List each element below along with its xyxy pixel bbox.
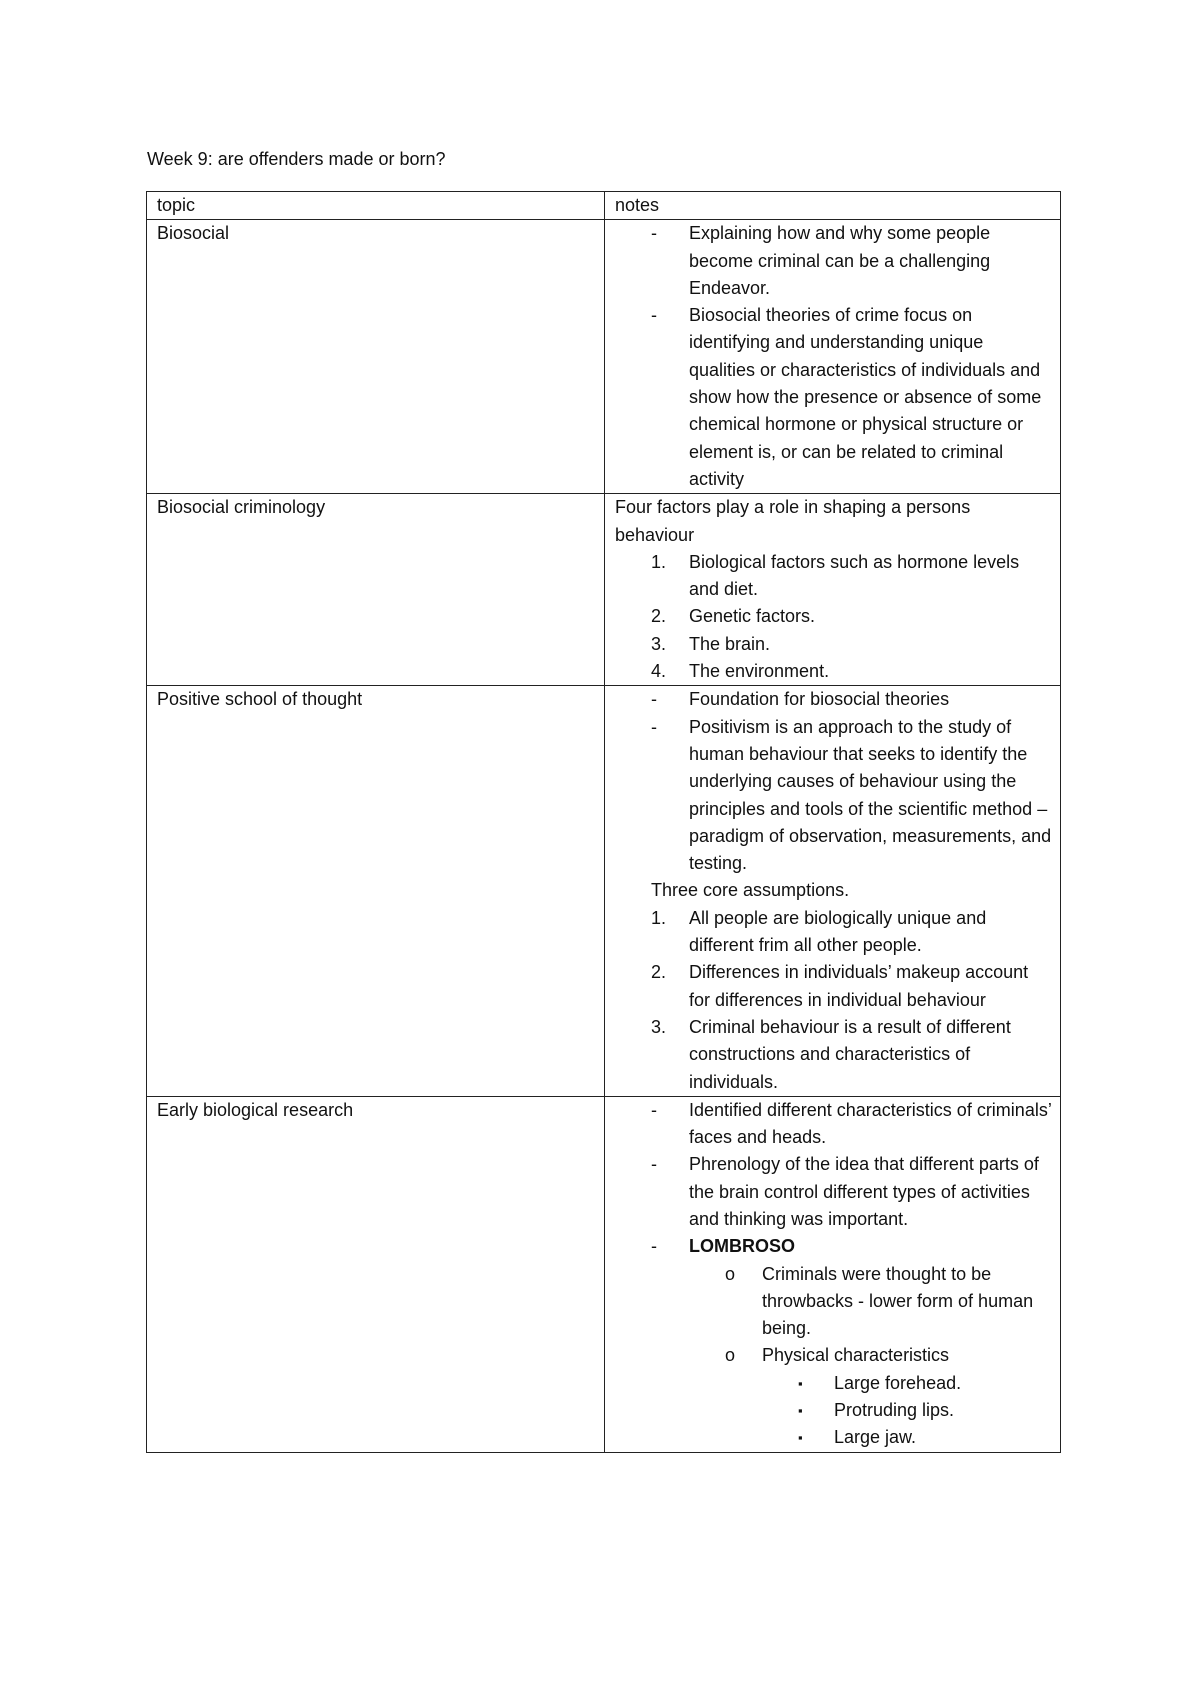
- list-item-text: Explaining how and why some people become criminal can be a challenging Endeavor.: [689, 223, 991, 298]
- notes-lead: Four factors play a role in shaping a persons behaviour: [615, 497, 971, 545]
- list-marker: o: [725, 1345, 736, 1366]
- list-item: [615, 603, 1052, 630]
- page-title: Week 9: are offenders made or born?: [147, 149, 446, 169]
- notes-cell: [605, 686, 1061, 1096]
- list-item: [615, 1424, 1052, 1451]
- list-item-text: Identified different characteristics of criminals’ faces and heads.: [689, 1099, 1052, 1148]
- list-marker: 2.: [651, 606, 667, 627]
- list-item-text: Biological factors such as hormone levels and diet.: [689, 551, 1020, 600]
- list-item: [615, 220, 1052, 302]
- list-item-text: The environment.: [689, 661, 830, 682]
- list-item: [615, 1233, 1052, 1260]
- list-item-text: Foundation for biosocial theories: [689, 689, 950, 710]
- table-row: [147, 1096, 1061, 1452]
- list-item: [615, 714, 1052, 878]
- list-marker: o: [725, 1263, 736, 1284]
- list-item-text: Phrenology of the idea that different parts of the brain control different types of activities and thinking was important.: [689, 1154, 1039, 1229]
- list-item-text: Criminal behaviour is a result of different constructions and characteristics of individuals.: [689, 1016, 1011, 1092]
- header-topic: topic: [147, 192, 605, 220]
- list-item: [615, 905, 1052, 960]
- list-item: [615, 1097, 1052, 1152]
- list-item: [615, 549, 1052, 604]
- topic-cell: Early biological research: [147, 1096, 605, 1452]
- list-item-text: Large jaw.: [834, 1427, 917, 1448]
- list-item: [615, 631, 1052, 658]
- list-marker: ▪: [798, 1375, 803, 1391]
- table-row: [147, 220, 1061, 494]
- topic-cell: Biosocial: [147, 220, 605, 494]
- list-item: [615, 959, 1052, 1014]
- list-marker: -: [651, 223, 657, 244]
- list-item-text: Physical characteristics: [762, 1345, 950, 1366]
- list-item-text: All people are biologically unique and different frim all other people.: [689, 907, 987, 956]
- list-marker: -: [651, 1154, 657, 1175]
- list-item-text: Positivism is an approach to the study of human behaviour that seeks to identify the underlying causes of behaviour using the principles and tools of the scientific method – paradigm of observation, measurements, and testing.: [689, 716, 1052, 874]
- list-item-text: LOMBROSO: [689, 1236, 795, 1257]
- header-notes: notes: [605, 192, 1061, 220]
- list-item: [615, 658, 1052, 685]
- list-item: Three core assumptions.: [651, 880, 850, 901]
- list-marker: ▪: [798, 1403, 803, 1419]
- list-marker: -: [651, 689, 657, 710]
- notes-cell: [605, 494, 1061, 686]
- notes-cell: [605, 1096, 1061, 1452]
- list-marker: -: [651, 1099, 657, 1120]
- list-item: [615, 1397, 1052, 1424]
- list-item-text: Protruding lips.: [834, 1400, 955, 1421]
- list-item: [615, 1151, 1052, 1233]
- list-marker: 3.: [651, 633, 667, 654]
- list-marker: -: [651, 716, 657, 737]
- list-item-text: Criminals were thought to be throwbacks - lower form of human being.: [762, 1263, 1034, 1339]
- notes-cell: [605, 220, 1061, 494]
- list-item: [615, 1261, 1052, 1343]
- list-item: [615, 1014, 1052, 1096]
- list-item: [615, 1370, 1052, 1397]
- table-row: [147, 686, 1061, 1096]
- notes-table: [146, 191, 1061, 1453]
- list-marker: -: [651, 1236, 657, 1257]
- table-row: [147, 494, 1061, 686]
- list-marker: -: [651, 305, 657, 326]
- list-item-text: Large forehead.: [834, 1372, 962, 1393]
- list-item-text: Differences in individuals’ makeup account for differences in individual behaviour: [689, 962, 1029, 1010]
- list-marker: ▪: [798, 1430, 803, 1446]
- list-item-text: The brain.: [689, 633, 771, 654]
- list-item-text: Biosocial theories of crime focus on identifying and understanding unique qualities or characteristics of individuals and show how the presence or absence of some chemical hormone or physical structure or element is, or can be related to criminal activity: [689, 305, 1042, 489]
- list-item: [615, 1342, 1052, 1369]
- topic-cell: Positive school of thought: [147, 686, 605, 1096]
- list-marker: 2.: [651, 962, 667, 983]
- list-item: [615, 686, 1052, 713]
- table-header-row: [147, 192, 1061, 220]
- list-marker: 1.: [651, 907, 667, 928]
- list-marker: 1.: [651, 551, 667, 572]
- topic-cell: Biosocial criminology: [147, 494, 605, 686]
- list-item: [615, 302, 1052, 493]
- list-marker: 4.: [651, 661, 667, 682]
- list-marker: 3.: [651, 1016, 667, 1037]
- list-item-text: Genetic factors.: [689, 606, 816, 627]
